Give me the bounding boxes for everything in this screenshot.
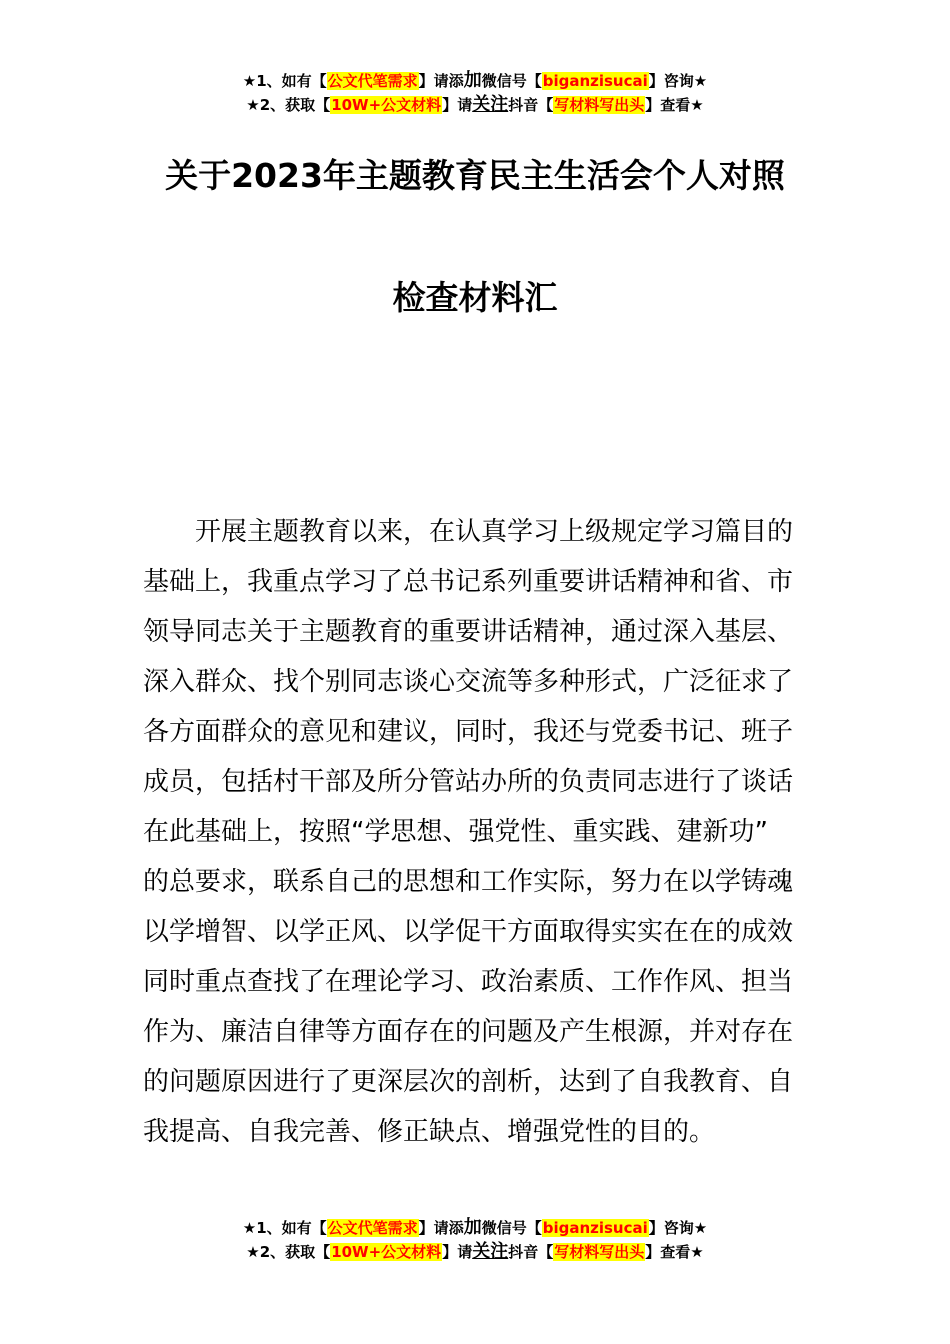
- notice-line-1: [0, 1216, 950, 1240]
- highlight-ghostwriting: 公文代笔需求: [327, 1219, 418, 1237]
- notice-text: 】请添: [418, 1219, 464, 1237]
- body-line: 我提高、自我完善、修正缺点、增强党性的目的。: [143, 1117, 716, 1147]
- highlight-materials: 10W+公文材料: [331, 96, 442, 114]
- notice-emphasis: 关注: [472, 1241, 509, 1262]
- notice-line-2: [0, 1240, 950, 1264]
- body-paragraph: [143, 507, 807, 1157]
- notice-prefix: ★1、如有【: [242, 1219, 327, 1237]
- body-line: 领导同志关于主题教育的重要讲话精神，通过深入基层、: [143, 617, 794, 647]
- body-line: 的问题原因进行了更深层次的剖析，达到了自我教育、自: [143, 1067, 794, 1097]
- highlight-ghostwriting: 公文代笔需求: [327, 72, 418, 90]
- body-line: 的总要求，联系自己的思想和工作实际，努力在以学铸魂: [143, 867, 794, 897]
- body-line: 开展主题教育以来，在认真学习上级规定学习篇目的: [143, 517, 794, 547]
- notice-text: 】请: [442, 1243, 473, 1261]
- notice-suffix: 】查看★: [645, 96, 704, 114]
- notice-emphasis: 关注: [472, 94, 509, 115]
- body-line: 各方面群众的意见和建议，同时，我还与党委书记、班子: [143, 717, 794, 747]
- notice-line-1: [0, 69, 950, 93]
- notice-text: 抖音【: [508, 96, 554, 114]
- highlight-wechat-id: biganzisucai: [542, 1219, 648, 1237]
- highlight-douyin: 写材料写出头: [554, 1243, 645, 1261]
- notice-text: 微信号【: [481, 1219, 542, 1237]
- body-line: 成员，包括村干部及所分管站办所的负责同志进行了谈话: [143, 767, 794, 797]
- notice-text: 】请添: [418, 72, 464, 90]
- notice-emphasis: 加: [463, 1217, 482, 1238]
- notice-emphasis: 加: [463, 70, 482, 91]
- notice-text: 抖音【: [508, 1243, 554, 1261]
- header-notice: [0, 69, 950, 117]
- highlight-materials: 10W+公文材料: [331, 1243, 442, 1261]
- notice-prefix: ★1、如有【: [242, 72, 327, 90]
- notice-prefix: ★2、获取【: [246, 1243, 331, 1261]
- highlight-wechat-id: biganzisucai: [542, 72, 648, 90]
- notice-text: 微信号【: [481, 72, 542, 90]
- document-title-line-2: 检查材料汇: [392, 278, 558, 317]
- notice-suffix: 】咨询★: [648, 72, 708, 90]
- notice-text: 】请: [442, 96, 473, 114]
- notice-prefix: ★2、获取【: [246, 96, 331, 114]
- highlight-douyin: 写材料写出头: [554, 96, 645, 114]
- body-line: 以学增智、以学正风、以学促干方面取得实实在在的成效: [143, 917, 794, 947]
- body-line: 在此基础上，按照“学思想、强党性、重实践、建新功”: [143, 817, 768, 847]
- body-line: 作为、廉洁自律等方面存在的问题及产生根源，并对存在: [143, 1017, 794, 1047]
- notice-suffix: 】咨询★: [648, 1219, 708, 1237]
- body-line: 基础上，我重点学习了总书记系列重要讲话精神和省、市: [143, 567, 794, 597]
- notice-suffix: 】查看★: [645, 1243, 704, 1261]
- notice-line-2: [0, 93, 950, 117]
- document-title-line-1: 关于2023年主题教育民主生活会个人对照: [165, 156, 785, 195]
- body-line: 同时重点查找了在理论学习、政治素质、工作作风、担当: [143, 967, 794, 997]
- footer-notice: [0, 1216, 950, 1264]
- body-line: 深入群众、找个别同志谈心交流等多种形式，广泛征求了: [143, 667, 794, 697]
